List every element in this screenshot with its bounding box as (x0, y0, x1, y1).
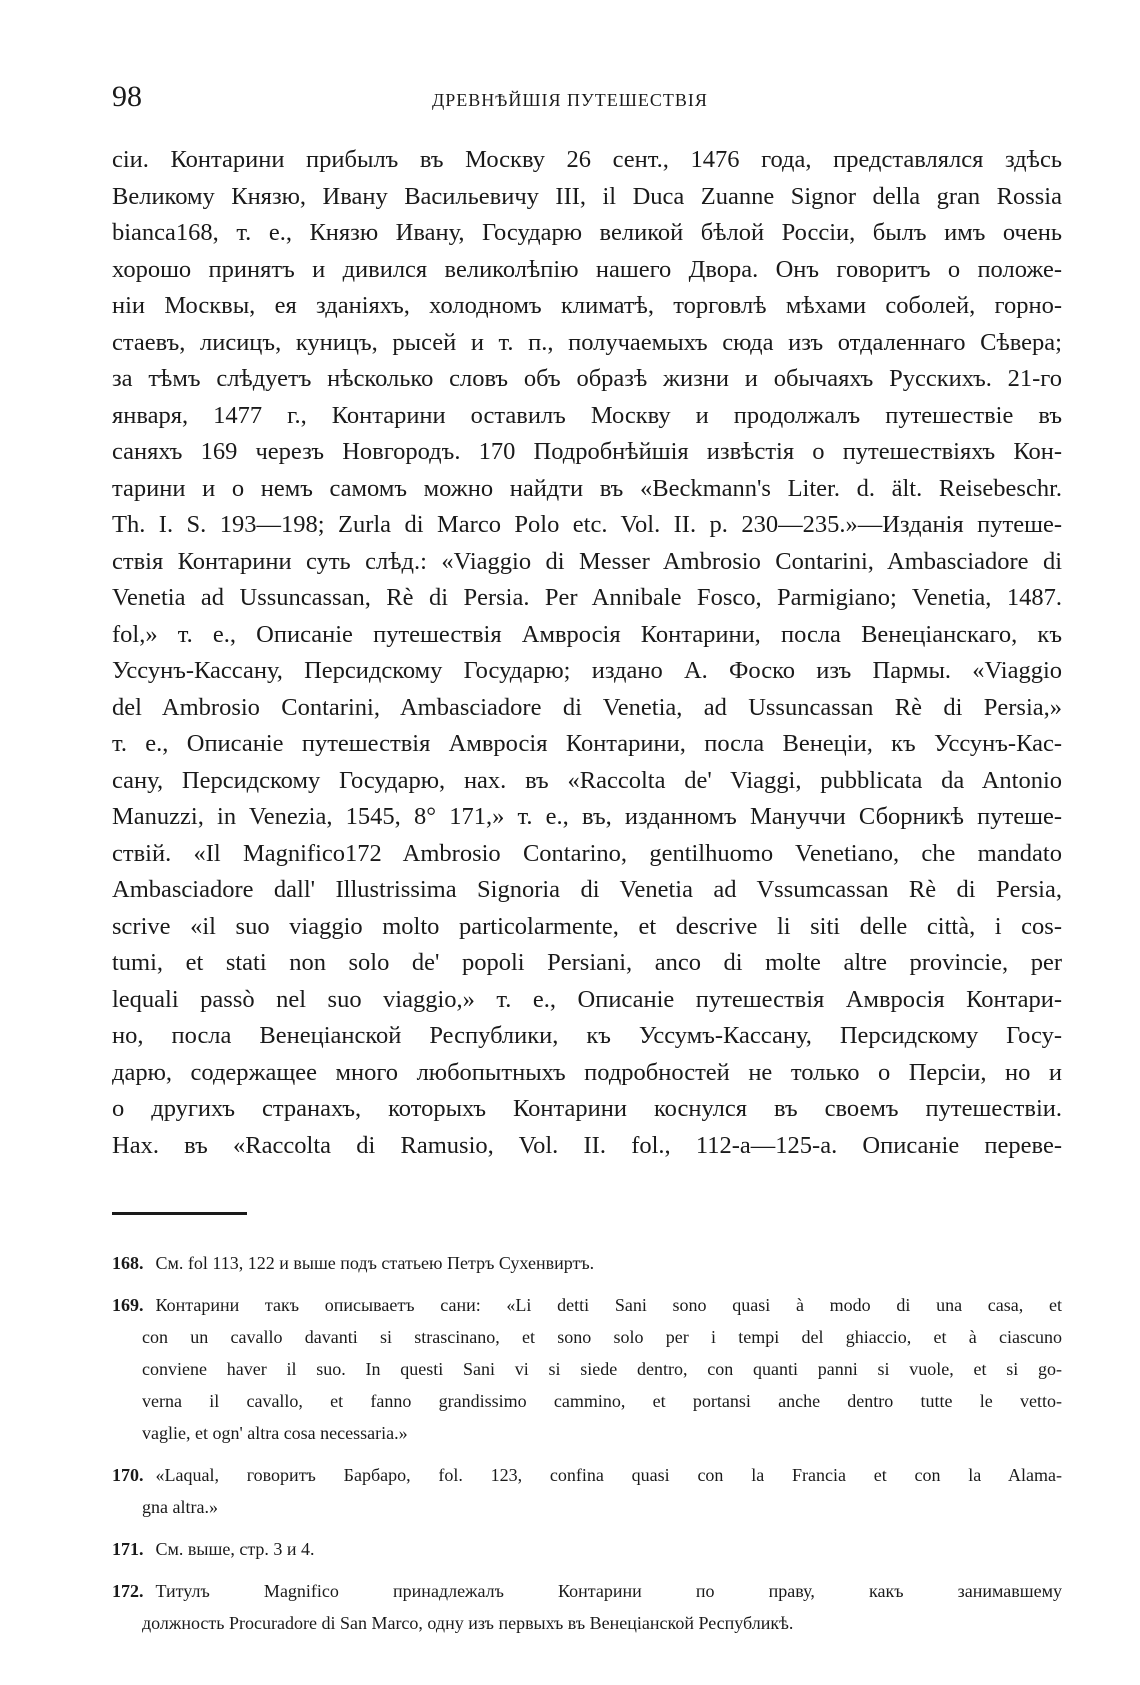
body-line: стаевъ, лисицъ, куницъ, рысей и т. п., получаемыхъ сюда изъ отдаленнаго Сѣвера; (112, 328, 1062, 356)
footnote (112, 1247, 1062, 1279)
body-line: Уссунъ-Кассану, Персидскому Государю; издано А. Фоско изъ Пармы. «Viaggio (112, 657, 1062, 684)
footnote-line (112, 1417, 1062, 1449)
footnote-number: 170. (112, 1465, 144, 1485)
page (112, 80, 1062, 1649)
footnote-text: verna il cavallo, et fanno grandissimo cammino, et portansi anche dentro tutte le vetto- (142, 1391, 1062, 1411)
body-line: lequali passò nel suo viaggio,» т. е., Описаніе путешествія Амвросія Контари- (112, 985, 1062, 1013)
body-line: Нах. въ «Raccolta di Ramusio, Vol. II. fol., 112-a—125-a. Описаніе переве- (112, 1131, 1062, 1159)
footnote-number: 169. (112, 1295, 144, 1315)
footnote-text: Титулъ Magnifico принадлежалъ Контарини по праву, какъ занимавшему (155, 1581, 1062, 1601)
footnote-rule (112, 1212, 247, 1215)
footnote-line (112, 1491, 1062, 1523)
footnote-text: Контарини такъ описываетъ сани: «Li detti Sani sono quasi à modo di una casa, et (155, 1295, 1062, 1315)
body-line: за тѣмъ слѣдуетъ нѣсколько словъ объ образѣ жизни и обычаяхъ Русскихъ. 21-го (112, 365, 1062, 392)
body-line: сіи. Контарини прибылъ въ Москву 26 сент., 1476 года, представлялся здѣсь (112, 146, 1062, 173)
running-title: ДРЕВНѢЙШІЯ ПУТЕШЕСТВІЯ (432, 90, 708, 110)
body-line: но, посла Венеціанской Республики, къ Уссумъ-Кассану, Персидскому Госу- (112, 1022, 1062, 1049)
body-line: tumi, et stati non solo de' popoli Persiani, anco di molte altre provincie, per (112, 949, 1062, 976)
footnote-line (112, 1321, 1062, 1353)
footnote-text: conviene haver il suo. In questi Sani vi si siede dentro, con quanti panni si vuole, et si go- (142, 1359, 1062, 1379)
body-line: fol,» т. е., Описаніе путешествія Амвросія Контарини, посла Венеціанскаго, къ (112, 620, 1062, 648)
body-text (112, 142, 1062, 1164)
footnote-line (112, 1385, 1062, 1417)
footnote-line (112, 1353, 1062, 1385)
body-line: ніи Москвы, ея зданіяхъ, холодномъ климатѣ, торговлѣ мѣхами соболей, горно- (112, 292, 1062, 319)
body-line: Ambasciadore dall' Illustrissima Signoria di Venetia ad Vssumcassan Rè di Persia, (112, 876, 1062, 903)
body-line: ствій. «Il Magnifico172 Ambrosio Contarino, gentilhuomo Venetiano, che mandato (112, 839, 1062, 867)
body-line: сану, Персидскому Государю, нах. въ «Raccolta de' Viaggi, pubblicata da Antonio (112, 766, 1062, 794)
body-line: т. е., Описаніе путешествія Амвросія Контарини, посла Венеціи, къ Уссунъ-Кас- (112, 730, 1062, 757)
body-line: del Ambrosio Contarini, Ambasciadore di Venetia, ad Ussuncassan Rè di Persia,» (112, 693, 1062, 721)
footnote-line (112, 1575, 1062, 1607)
footnote-text: См. выше, стр. 3 и 4. (155, 1539, 315, 1559)
body-line: хорошо принятъ и дивился великолѣпію нашего Двора. Онъ говоритъ о положе- (112, 255, 1062, 283)
footnote-text: con un cavallo davanti si strascinano, et sono solo per i tempi del ghiaccio, et à ciascuno (142, 1327, 1062, 1347)
body-line: саняхъ 169 черезъ Новгородъ. 170 Подробнѣйшія извѣстія о путешествіяхъ Кон- (112, 438, 1062, 465)
footnote-line (112, 1459, 1062, 1491)
footnote (112, 1459, 1062, 1523)
footnote-text: См. fol 113, 122 и выше подъ статьею Петръ Сухенвиртъ. (155, 1253, 595, 1273)
body-line: bianca168, т. е., Князю Ивану, Государю великой бѣлой Россіи, былъ имъ очень (112, 219, 1062, 246)
footnote (112, 1575, 1062, 1639)
footnote-line (112, 1247, 1062, 1279)
footnote-number: 172. (112, 1581, 144, 1601)
page-number: 98 (112, 80, 142, 113)
body-line: Manuzzi, in Venezia, 1545, 8° 171,» т. е., въ, изданномъ Мануччи Сборникѣ путеше- (112, 803, 1062, 830)
body-line: Великому Князю, Ивану Васильевичу III, il Duca Zuanne Signor della gran Rossia (112, 182, 1062, 210)
body-line: дарю, содержащее много любопытныхъ подробностей не только о Персіи, но и (112, 1058, 1062, 1086)
footnote-text: «Laqual, говоритъ Барбаро, fol. 123, confina quasi con la Francia et con la Alama- (155, 1465, 1062, 1485)
running-head (112, 80, 1062, 120)
footnote-text: vaglie, et ogn' altra cosa necessaria.» (142, 1423, 408, 1443)
footnote-line (112, 1607, 1062, 1639)
footnote-text: должность Procuradore di San Marco, одну изъ первыхъ въ Венеціанской Республикѣ. (142, 1613, 794, 1633)
footnote-number: 168. (112, 1253, 144, 1273)
body-line: Venetia ad Ussuncassan, Rè di Persia. Per Annibale Fosco, Parmigiano; Venetia, 1487. (112, 584, 1062, 611)
footnote (112, 1533, 1062, 1565)
footnote (112, 1289, 1062, 1449)
body-line: ствія Контарини суть слѣд.: «Viaggio di Messer Ambrosio Contarini, Ambasciadore di (112, 547, 1062, 575)
footnote-line (112, 1289, 1062, 1321)
body-line: о другихъ странахъ, которыхъ Контарини коснулся въ своемъ путешествіи. (112, 1095, 1062, 1122)
body-line: января, 1477 г., Контарини оставилъ Москву и продолжалъ путешествіе въ (112, 401, 1062, 429)
body-line: scrive «il suo viaggio molto particolarmente, et descrive li siti delle città, i cos- (112, 912, 1062, 940)
footnote-text: gna altra.» (142, 1497, 218, 1517)
footnotes (112, 1247, 1062, 1639)
body-line: Th. I. S. 193—198; Zurla di Marco Polo etc. Vol. II. p. 230—235.»—Изданія путеше- (112, 511, 1062, 538)
footnote-line (112, 1533, 1062, 1565)
body-line: тарини и о немъ самомъ можно найдти въ «Beckmann's Liter. d. ält. Reisebeschr. (112, 474, 1062, 502)
footnote-number: 171. (112, 1539, 144, 1559)
